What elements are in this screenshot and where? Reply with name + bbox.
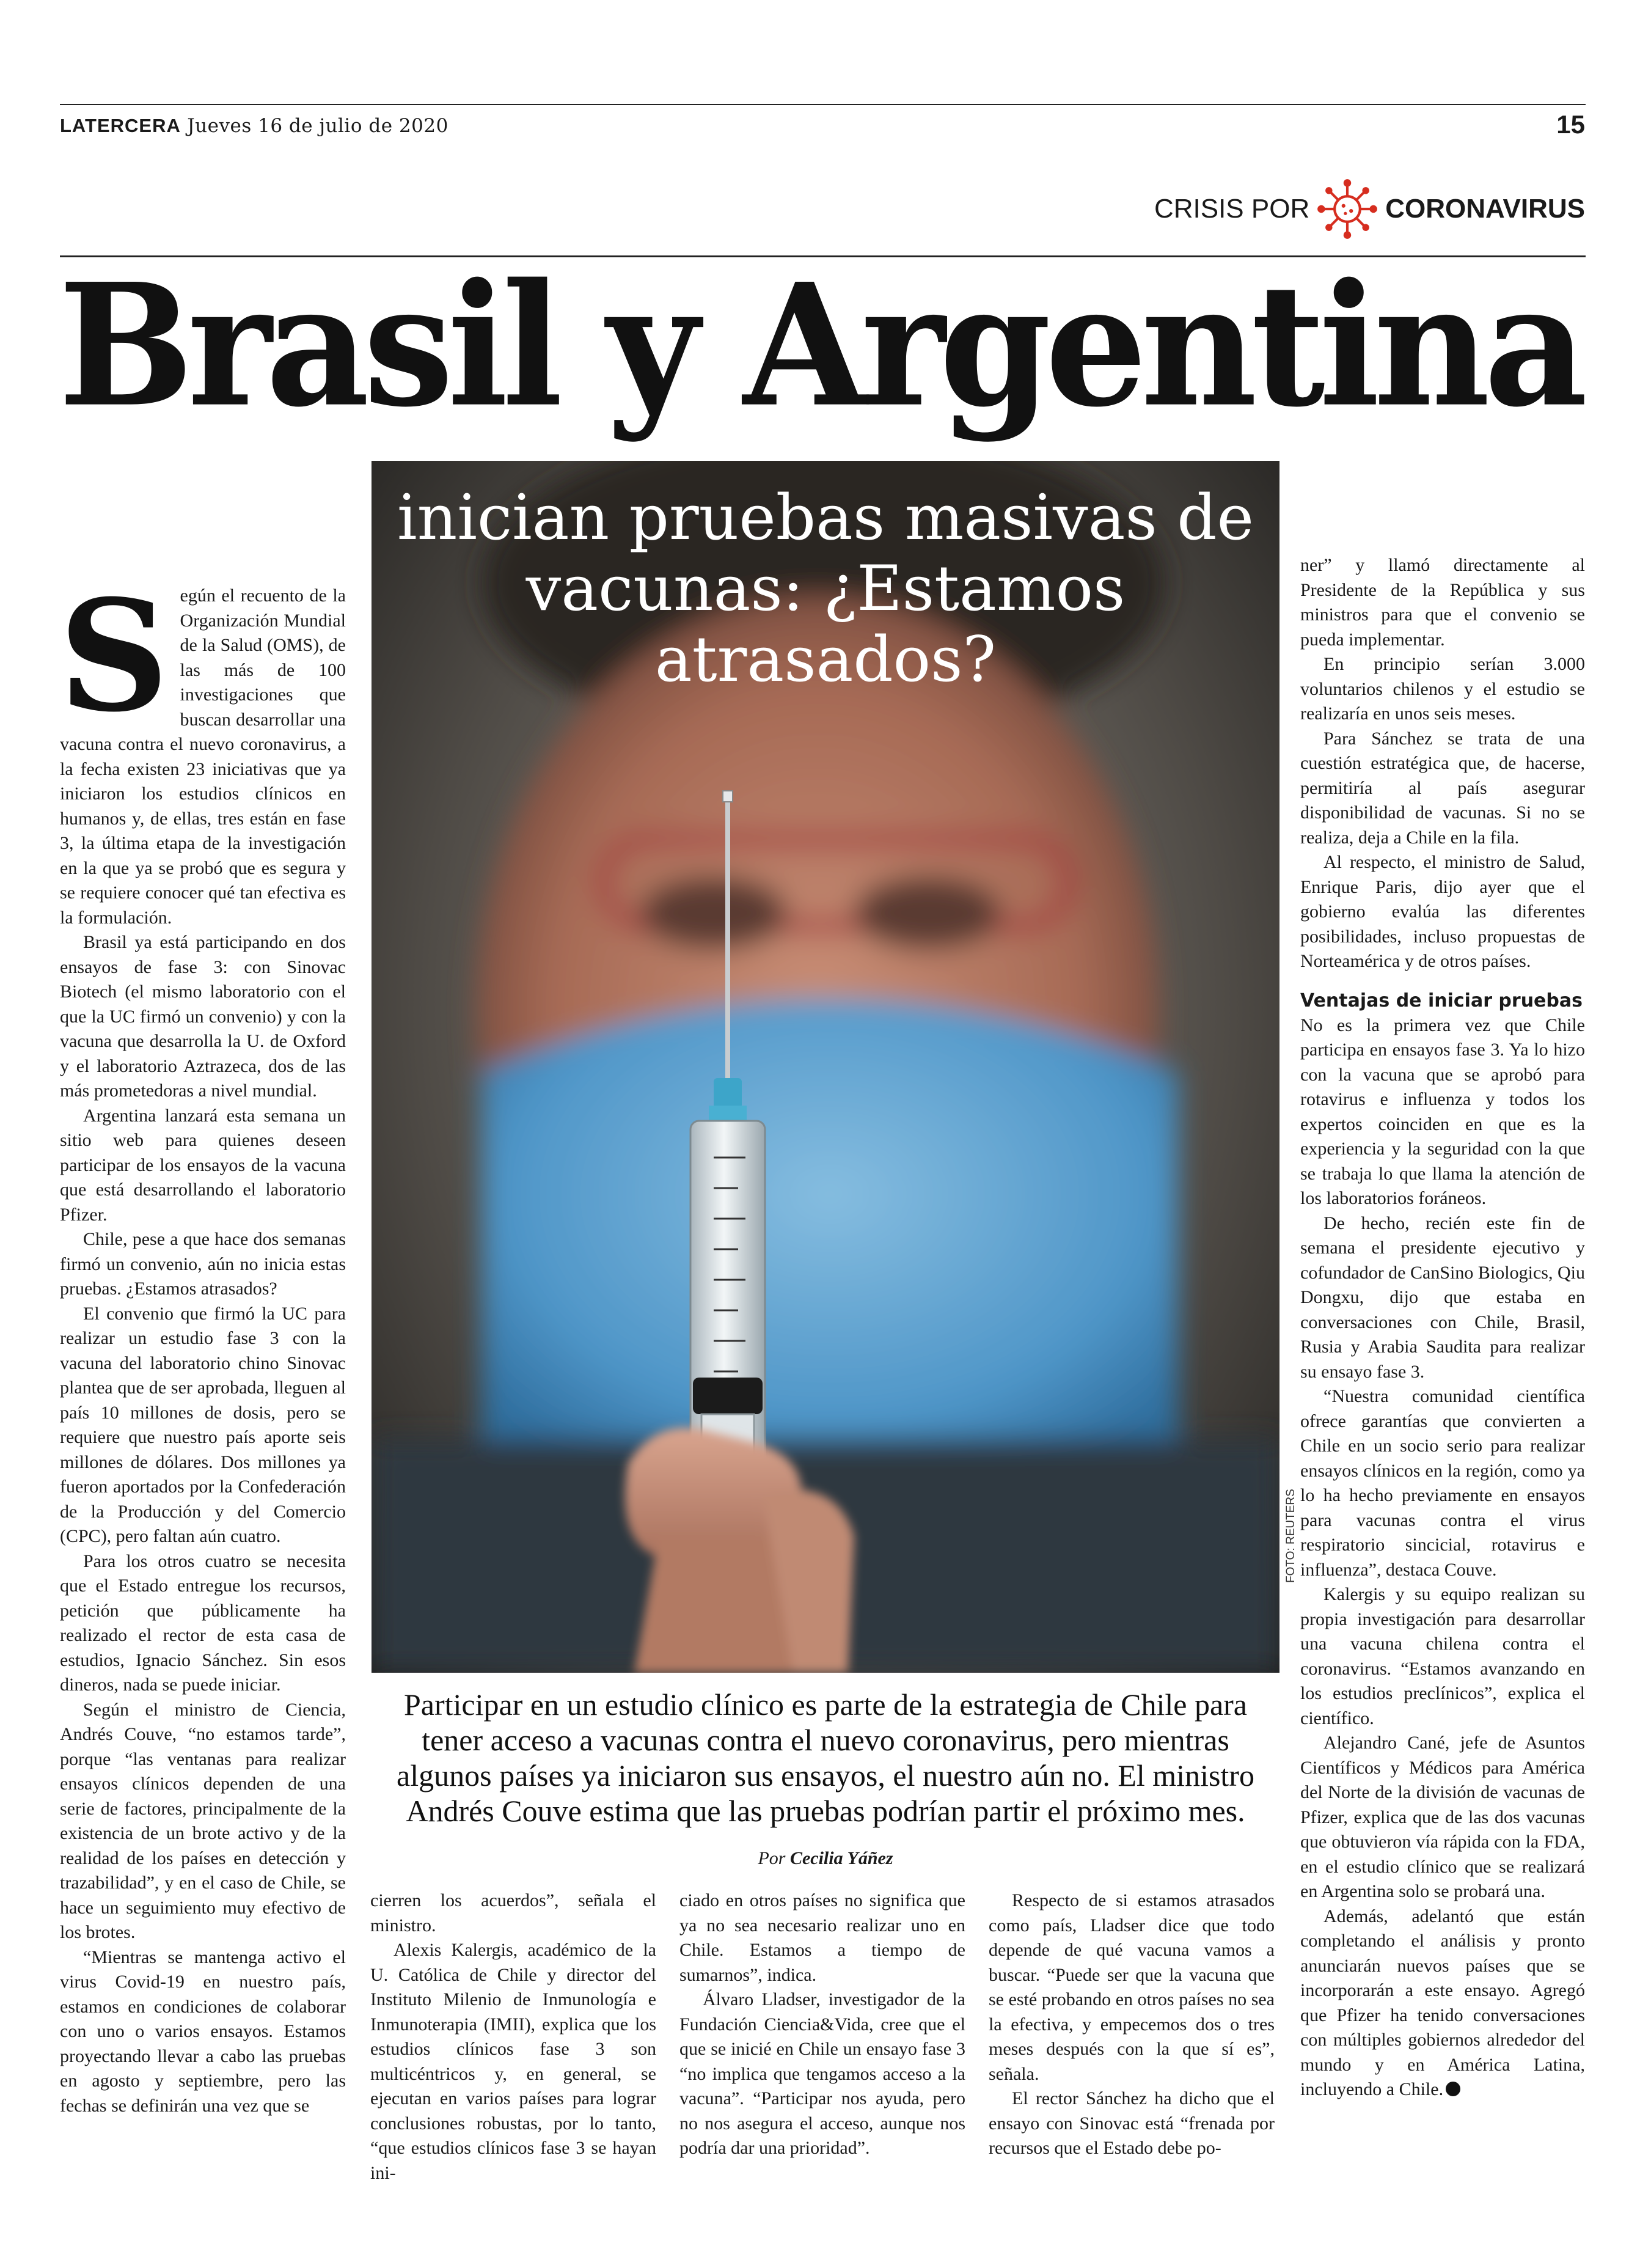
- paragraph: Según el ministro de Ciencia, Andrés Couve, “no estamos tarde”, porque “las ventanas para realizar ensayos clínicos dependen de una serie de factores, principalmente de la existencia de un brote activo y de la realidad de los países en detección y trazabilidad”, y en el caso de Chile, se hace un seguimiento muy efectivo de los brotes.: [60, 1699, 346, 1942]
- paragraph: Alexis Kalergis, académico de la U. Católica de Chile y director del Instituto Milenio de Inmunología e Inmunoterapia (IMII), explica que los estudios clínicos fase 3 son multicéntricos y, en general, se ejecutan en varios países para lograr conclusiones robustas, por lo tanto, “que estudios clínicos fase 3 se hayan ini-: [370, 1940, 656, 2183]
- article-column-1: [59, 566, 346, 2118]
- photo-credit: FOTO: REUTERS: [1284, 1489, 1297, 1583]
- brand-name: LATERCERA: [60, 115, 181, 136]
- paragraph: Respecto de si estamos atrasados como país, Lladser dice que todo depende de qué vacuna vamos a buscar. “Puede ser que la vacuna que se esté probando en otros países no sea la efectiva, y empecemos dos o tres meses después con la que sí es”, señala.: [989, 1890, 1275, 2084]
- section-tag-main: CORONAVIRUS: [1385, 194, 1585, 224]
- paragraph: El convenio que firmó la UC para realizar un estudio fase 3 con la vacuna del laboratorio chino Sinovac plantea que de ser aprobada, lleguen al país 10 millones de dosis, pero se requiere que nuestro país aporte seis millones de dólares. Dos millones ya fueron aportados por la Confederación de la Producción y del Comercio (CPC), pero faltan aún cuatro.: [60, 1303, 346, 1546]
- drop-cap: S: [59, 566, 169, 746]
- paragraph: No es la primera vez que Chile participa en ensayos fase 3. Ya lo hizo con la vacuna que se aprobó para rotavirus e influenza y todos los expertos coinciden en que es la experiencia y la seguridad con la que se trabaja lo que llama la atención de los laboratorios foráneos.: [1300, 1015, 1585, 1208]
- paragraph: Álvaro Lladser, investigador de la Fundación Ciencia&Vida, cree que el que se inicié en Chile un ensayo fase 3 “no implica que tengamos acceso a la vacuna”. “Participar nos ayuda, pero no nos asegura el acceso, aunque nos podría dar una prioridad”.: [679, 1989, 965, 2158]
- paragraph: Brasil ya está participando en dos ensayos de fase 3: con Sinovac Biotech (el mismo laboratorio con el que la UC firmó un convenio) y con la vacuna que desarrolla la U. de Oxford y el laboratorio Aztrazeca, dos de las más prometedoras a nivel mundial.: [60, 932, 346, 1101]
- byline: [372, 1848, 1279, 1869]
- paragraph: “Mientras se mantenga activo el virus Covid-19 en nuestro país, estamos en condiciones de colaborar con uno o varios ensayos. Estamos proyectando llevar a cabo las pruebas en agosto y septiembre, pero las fechas se definirán una vez que se: [60, 1947, 346, 2116]
- paragraph: “Nuestra comunidad científica ofrece garantías que convierten a Chile en un socio serio para realizar ensayos clínicos en la región, como ya lo ha hecho previamente en ensayos para vacunas contra el virus respiratorio sincicial, rotavirus e influenza”, destaca Couve.: [1300, 1386, 1585, 1580]
- deck-headline: inician pruebas masivas de vacunas: ¿Estamos atrasados?: [397, 482, 1254, 696]
- paragraph-text: Además, adelantó que están completando el análisis y pronto anunciarán nuevos países que se incorporarán a este ensayo. Agregó que Pfizer ha tenido conversaciones con múltiples gobiernos alrededor del mundo y en América Latina, incluyendo a Chile.: [1300, 1906, 1585, 2099]
- headline: Brasil y Argentina: [58, 246, 1582, 444]
- paragraph: Para los otros cuatro se necesita que el Estado entregue los recursos, petición que públicamente ha realizado el rector de esta casa de estudios, Ignacio Sánchez. Sin esos dineros, nada se puede iniciar.: [60, 1551, 346, 1695]
- article-column-5: [1300, 553, 1585, 2102]
- section-tag: [1154, 189, 1585, 229]
- byline-prefix: Por: [758, 1848, 786, 1868]
- end-of-article-mark: [1446, 2082, 1460, 2096]
- byline-author: Cecilia Yáñez: [789, 1848, 893, 1868]
- article-column-4: [989, 1888, 1275, 2161]
- paragraph: egún el recuento de la Organización Mundial de la Salud (OMS), de las más de 100 investigaciones que buscan desarrollar una vacuna contra el nuevo coronavirus, a la fecha existen 23 iniciativas que ya iniciaron los estudios clínicos en humanos y, de ellas, tres están en fase 3, la última etapa de la investigación en la que ya se probó que es segura y se requiere conocer qué tan efectiva es la formulación.: [60, 585, 346, 928]
- subhead: Ventajas de iniciar pruebas: [1300, 989, 1583, 1011]
- section-tag-pre: CRISIS POR: [1154, 194, 1310, 224]
- paragraph: ner” y llamó directamente al Presidente de la República y sus ministros para que el convenio se pueda implementar.: [1300, 555, 1585, 650]
- paragraph: Para Sánchez se trata de una cuestión estratégica que, de hacerse, permitiría al país asegurar disponibilidad de vacunas. Si no se realiza, deja a Chile en la fila.: [1300, 728, 1585, 848]
- paragraph: [1300, 1904, 1585, 2102]
- issue-date: Jueves 16 de julio de 2020: [187, 115, 448, 137]
- paragraph: Argentina lanzará esta semana un sitio web para quienes deseen participar de los ensayos de la vacuna que está desarrollando el laboratorio Pfizer.: [60, 1105, 346, 1225]
- folio: [60, 115, 448, 137]
- paragraph: Kalergis y su equipo realizan su propia investigación para desarrollar una vacuna chilena contra el coronavirus. “Estamos avanzando en los estudios preclínicos”, explica el científico.: [1300, 1584, 1585, 1728]
- paragraph: Chile, pese a que hace dos semanas firmó un convenio, aún no inicia estas pruebas. ¿Estamos atrasados?: [60, 1229, 346, 1299]
- paragraph: Alejandro Cané, jefe de Asuntos Científicos y Médicos para América del Norte de la división de vacunas de Pfizer, explica que de las dos vacunas que obtuvieron vía rápida con la FDA, en el estudio clínico que se realizará en Argentina solo se probará una.: [1300, 1733, 1585, 1901]
- paragraph: ciado en otros países no significa que ya no sea necesario realizar uno en Chile. Estamos a tiempo de sumarnos”, indica.: [679, 1890, 965, 1985]
- top-rule: [60, 104, 1586, 105]
- paragraph: El rector Sánchez ha dicho que el ensayo con Sinovac está “frenada por recursos que el Estado debe po-: [989, 2088, 1275, 2158]
- paragraph: cierren los acuerdos”, señala el ministro.: [370, 1890, 656, 1936]
- paragraph: En principio serían 3.000 voluntarios chilenos y el estudio se realizaría en unos seis meses.: [1300, 654, 1585, 724]
- paragraph: De hecho, recién este fin de semana el presidente ejecutivo y cofundador de CanSino Biologics, Qiu Dongxu, dijo que estaba en conversaciones con Chile, Brasil, Rusia y Arabia Saudita para realizar su ensayo fase 3.: [1300, 1213, 1585, 1382]
- paragraph: Al respecto, el ministro de Salud, Enrique Paris, dijo ayer que el gobierno evalúa las diferentes posibilidades, incluso propuestas de Norteamérica y de otros países.: [1300, 852, 1585, 971]
- page-number: 15: [1556, 110, 1585, 139]
- lead-paragraph: Participar en un estudio clínico es parte de la estrategia de Chile para tener acceso a vacunas contra el nuevo coronavirus, pero mientras algunos países ya iniciaron sus ensayos, el nuestro aún no. El ministro Andrés Couve estima que las pruebas podrían partir el próximo mes.: [397, 1687, 1254, 1828]
- coronavirus-icon: [1316, 177, 1379, 241]
- article-column-3: [679, 1888, 965, 2161]
- article-column-2: [370, 1888, 656, 2185]
